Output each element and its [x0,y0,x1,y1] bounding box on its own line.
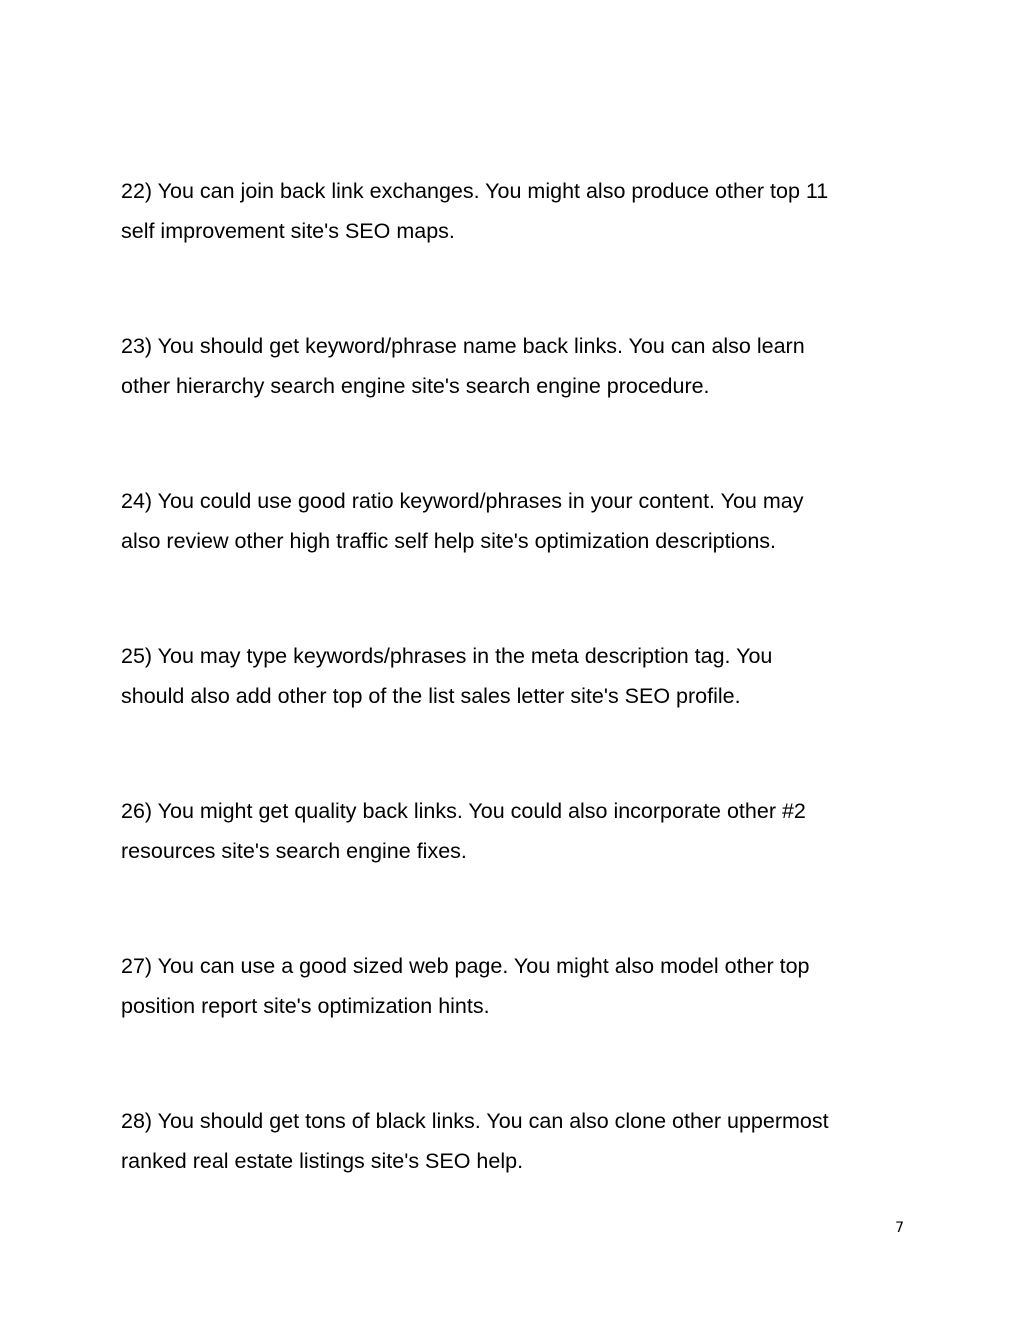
tip-22: 22) You can join back link exchanges. You might also produce other top 11 self improvement site's SEO maps. [121,179,829,243]
tips-list [121,171,911,1256]
tip-28: 28) You should get tons of black links. You can also clone other uppermost ranked real estate listings site's SEO help. [121,1109,829,1173]
tip-26: 26) You might get quality back links. You could also incorporate other #2 resources site's search engine fixes. [121,799,806,863]
page-number: 7 [895,1220,904,1236]
tip-25: 25) You may type keywords/phrases in the meta description tag. You should also add other top of the list sales letter site's SEO profile. [121,644,773,708]
tip-24: 24) You could use good ratio keyword/phrases in your content. You may also review other high traffic self help site's optimization descriptions. [121,489,804,553]
tip-27: 27) You can use a good sized web page. You might also model other top position report site's optimization hints. [121,954,810,1018]
tip-23: 23) You should get keyword/phrase name back links. You can also learn other hierarchy search engine site's search engine procedure. [121,334,805,398]
